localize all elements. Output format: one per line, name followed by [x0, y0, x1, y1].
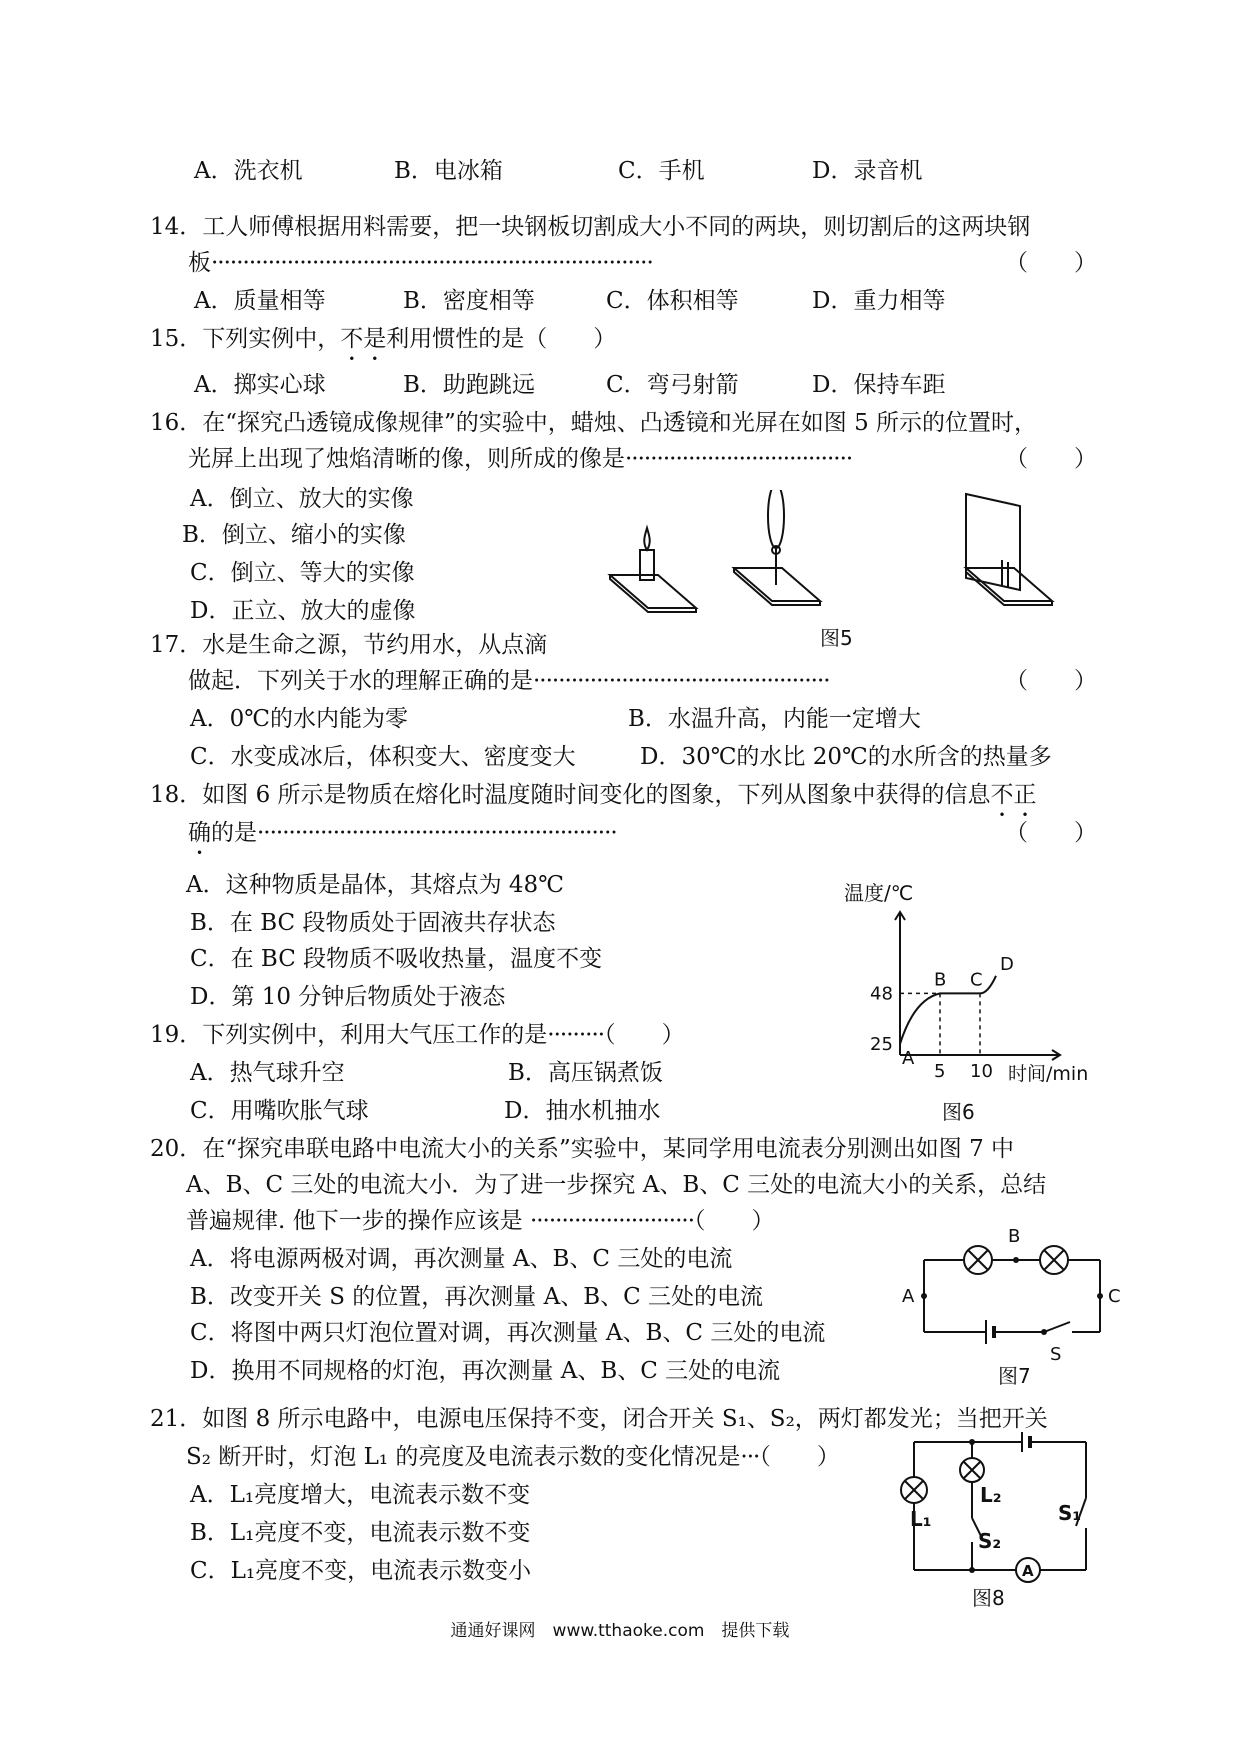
candle-flame-icon: [644, 528, 649, 550]
x-tick-label-5: 5: [934, 1061, 946, 1082]
q13-option-b: B．电冰箱: [394, 158, 503, 184]
point-c-label: C: [1108, 1286, 1121, 1307]
q21-option-c: C．L₁亮度不变，电流表示数变小: [190, 1558, 532, 1584]
q14-answer-paren: （ ）: [1005, 250, 1097, 276]
q20-option-a: A．将电源两极对调，再次测量 A、B、C 三处的电流: [190, 1246, 733, 1272]
q19-dots: ·········: [547, 1022, 605, 1048]
point-label-d: D: [1000, 953, 1014, 975]
q16-option-a: A．倒立、放大的实像: [190, 486, 414, 512]
x-axis-label: 时间/min: [1008, 1063, 1089, 1085]
point-label-b: B: [934, 969, 947, 991]
q20-option-b: B．改变开关 S 的位置，再次测量 A、B、C 三处的电流: [190, 1284, 764, 1310]
q16-option-d: D．正立、放大的虚像: [190, 598, 416, 624]
q18-stem-post: 的是: [211, 820, 257, 846]
x-tick-label-10: 10: [970, 1061, 993, 1082]
q18-stem-emphasis-1: 不正: [990, 782, 1037, 808]
q18-answer-paren: （ ）: [1005, 820, 1097, 846]
q17-option-b: B．水温升高，内能一定增大: [628, 706, 921, 732]
q19-option-a: A．热气球升空: [190, 1060, 345, 1086]
q19-stem-text: 19．下列实例中，利用大气压工作的是: [150, 1022, 548, 1048]
q17-option-d: D．30℃的水比 20℃的水所含的热量多: [640, 744, 1052, 770]
q19-option-c: C．用嘴吹胀气球: [190, 1098, 369, 1124]
figure-8-caption: 图8: [972, 1586, 1005, 1610]
switch-s-icon: [1044, 1322, 1070, 1332]
q19-option-d: D．抽水机抽水: [504, 1098, 661, 1124]
figure-5-caption: 图5: [820, 626, 853, 650]
figure-8-parallel-circuit: [890, 1428, 1120, 1588]
q18-option-c: C．在 BC 段物质不吸收热量，温度不变: [190, 946, 603, 972]
q18-option-a: A．这种物质是晶体，其熔点为 48℃: [186, 872, 564, 898]
figure-7-series-circuit: [890, 1222, 1140, 1372]
y-tick-label-48: 48: [870, 983, 893, 1005]
q15-option-b: B．助跑跳远: [403, 372, 535, 398]
q14-stem-line2: [188, 248, 653, 278]
q20-option-c: C．将图中两只灯泡位置对调，再次测量 A、B、C 三处的电流: [190, 1320, 826, 1346]
q16-option-c: C．倒立、等大的实像: [190, 560, 415, 586]
q15-stem-emphasis: 不是: [340, 326, 387, 352]
q18-option-d: D．第 10 分钟后物质处于液态: [190, 984, 506, 1010]
point-a-label: A: [902, 1286, 915, 1307]
q18-stem-line1: [150, 780, 1037, 822]
q17-stem-text: 做起．下列关于水的理解正确的是: [188, 668, 533, 694]
q15-option-d: D．保持车距: [812, 372, 946, 398]
q21-stem-text: S₂ 断开时，灯泡 L₁ 的亮度及电流表示数的变化情况是: [186, 1444, 741, 1470]
lamp-l2-label: L₂: [980, 1483, 1002, 1507]
y-axis-label: 温度/℃: [844, 881, 914, 905]
q16-option-b: B．倒立、缩小的实像: [182, 522, 406, 548]
q14-option-c: C．体积相等: [606, 288, 739, 314]
q21-stem-line2: [186, 1442, 840, 1472]
figure-6-caption: 图6: [942, 1100, 975, 1124]
q20-stem-text: 普遍规律. 他下一步的操作应该是: [186, 1208, 530, 1234]
q14-stem-text: 板: [188, 250, 211, 276]
q15-stem-pre: 15．下列实例中，: [150, 326, 341, 352]
q18-stem-line2: [188, 818, 617, 860]
q20-dots: ··························: [529, 1208, 695, 1234]
q19-option-b: B．高压锅煮饭: [508, 1060, 663, 1086]
q13-option-c: C．手机: [618, 158, 705, 184]
q15-option-c: C．弯弓射箭: [606, 372, 739, 398]
q14-option-a: A．质量相等: [194, 288, 326, 314]
q20-stem-line2: A、B、C 三处的电流大小．为了进一步探究 A、B、C 三处的电流大小的关系，总结: [186, 1172, 1047, 1198]
q17-stem-line2: [188, 666, 830, 696]
q18-stem-emphasis-2: 确: [188, 820, 211, 846]
q15-stem: [150, 324, 616, 366]
figure-5-lens-setup: [600, 490, 1060, 640]
q19-answer-paren: （ ）: [604, 1022, 685, 1048]
q17-option-a: A．0℃的水内能为零: [190, 706, 408, 732]
switch-s-label: S: [1050, 1344, 1062, 1365]
q16-stem-line1: 16．在“探究凸透镜成像规律”的实验中，蜡烛、凸透镜和光屏在如图 5 所示的位置时，: [150, 410, 1038, 436]
q20-option-d: D．换用不同规格的灯泡，再次测量 A、B、C 三处的电流: [190, 1358, 781, 1384]
switch-s2-label: S₂: [978, 1529, 1002, 1553]
page-footer: 通通好课网 www.tthaoke.com 提供下载: [450, 1621, 790, 1641]
q14-stem-line1: 14．工人师傅根据用料需要，把一块钢板切割成大小不同的两块，则切割后的这两块钢: [150, 214, 1031, 240]
point-b-label: B: [1008, 1226, 1021, 1247]
q17-stem-line1: 17．水是生命之源，节约用水，从点滴: [150, 632, 548, 658]
figure-6-melting-chart: [830, 880, 1120, 1110]
q14-option-b: B．密度相等: [403, 288, 535, 314]
q20-stem-line3: [186, 1206, 775, 1236]
q18-dots: ·························································: [257, 820, 617, 846]
q15-option-a: A．掷实心球: [194, 372, 326, 398]
q16-answer-paren: （ ）: [1005, 446, 1097, 472]
q17-option-c: C．水变成冰后，体积变大、密度变大: [190, 744, 576, 770]
q21-answer-paren: （ ）: [759, 1444, 840, 1470]
q16-dots: ····································: [625, 446, 853, 472]
q16-stem-text: 光屏上出现了烛焰清晰的像，则所成的像是: [188, 446, 625, 472]
q21-dots: ···: [740, 1444, 760, 1470]
q17-dots: ···············································: [533, 668, 830, 694]
q17-answer-paren: （ ）: [1005, 668, 1097, 694]
q20-answer-paren: （ ）: [694, 1208, 775, 1234]
q14-dots: ······································································: [211, 250, 653, 276]
q18-option-b: B．在 BC 段物质处于固液共存状态: [190, 910, 556, 936]
point-label-c: C: [970, 969, 983, 991]
ammeter-label: A: [1022, 1562, 1034, 1580]
q15-stem-post: 利用惯性的是（ ）: [386, 326, 617, 352]
figure-7-caption: 图7: [998, 1364, 1031, 1388]
switch-s1-label: S₁: [1058, 1501, 1082, 1525]
q14-option-d: D．重力相等: [812, 288, 946, 314]
q18-stem-pre: 18．如图 6 所示是物质在熔化时温度随时间变化的图象，下列从图象中获得的信息: [150, 782, 991, 808]
q13-option-a: A．洗衣机: [194, 158, 303, 184]
q20-stem-line1: 20．在“探究串联电路中电流大小的关系”实验中，某同学用电流表分别测出如图 7 中: [150, 1136, 1015, 1162]
q16-stem-line2: [188, 444, 852, 474]
convex-lens-icon: [768, 490, 784, 548]
q21-option-b: B．L₁亮度不变，电流表示数不变: [190, 1520, 531, 1546]
lamp-l1-label: L₁: [910, 1507, 932, 1531]
y-tick-label-25: 25: [870, 1034, 893, 1055]
q21-option-a: A．L₁亮度增大，电流表示数不变: [190, 1482, 531, 1508]
point-label-a: A: [902, 1048, 915, 1069]
q19-stem: [150, 1020, 685, 1050]
q21-stem-line1: 21．如图 8 所示电路中，电源电压保持不变，闭合开关 S₁、S₂，两灯都发光；当把开关: [150, 1406, 1048, 1432]
q13-option-d: D．录音机: [812, 158, 923, 184]
